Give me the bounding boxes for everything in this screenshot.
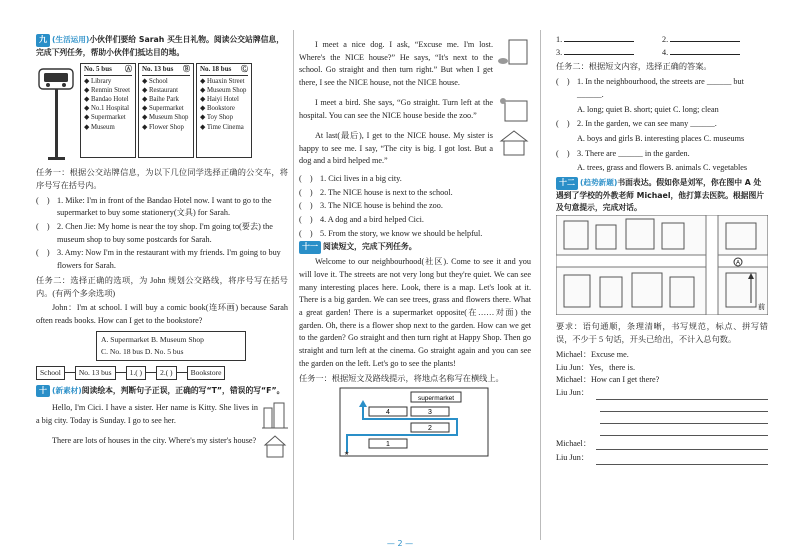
mc-options-1: A. long; quiet B. short; quiet C. long; clean xyxy=(577,104,719,114)
stop-item: ◆ Time Cinema xyxy=(200,123,244,131)
requirement-text: 要求：语句通顺，条理清晰，书写规范，标点、拼写错误，不少于 5 句话，开头已给出，不计入总句数。 xyxy=(556,322,768,345)
tf-item-3: ( ) 3. The NICE house is behind the zoo. xyxy=(299,200,531,213)
answer-blank-1[interactable]: 1. xyxy=(556,34,662,47)
answer-bracket[interactable]: ( ) xyxy=(556,119,570,129)
story-panel-2 xyxy=(36,433,288,459)
bus-18-sign xyxy=(196,63,252,158)
section-12-heading xyxy=(556,177,768,215)
task-1-instruction: 任务一：根据公交站牌信息，为以下几位同学选择正确的公交车，将序号写在括号内。 xyxy=(36,168,288,190)
answer-bracket[interactable]: ( ) xyxy=(36,195,50,205)
column-divider xyxy=(540,30,541,540)
stop-item: ◆ Supermarket xyxy=(84,114,126,122)
story-text: There are lots of houses in the city. Where's my sister's house? xyxy=(52,436,257,446)
story-text: Hello, I'm Cici. I have a sister. Her name is Kitty. She lives in a big city. Today is Sunday. I go to see her. xyxy=(36,403,258,426)
section-title: 阅读短文，完成下列任务。 xyxy=(323,242,417,252)
dialogue-line: Liu Jun： xyxy=(556,387,768,400)
story-panel-4 xyxy=(299,95,531,125)
right-column xyxy=(556,34,768,465)
section-title: 阅读绘本，判断句子正误，正确的写“T”，错误的写“F”。 xyxy=(81,385,285,395)
stop-item: ◆ Museum Shop xyxy=(142,114,189,122)
section-10-heading xyxy=(36,385,288,398)
task-1-instruction: 任务一：根据短文及路线提示，将地点名称写在横线上。 xyxy=(299,373,504,383)
answer-bracket[interactable]: ( ) xyxy=(299,201,313,211)
story-text: At last(最后), I get to the NICE house. My sister is happy to see me. I say, “The city is big. I got lost. But a dog and a bird helped me.” xyxy=(299,130,493,166)
answer-bracket[interactable]: ( ) xyxy=(299,187,313,197)
page-number: — 2 — xyxy=(386,539,414,548)
section-number: 十 xyxy=(36,385,50,398)
bus-route xyxy=(36,366,288,380)
mc-options-3: A. trees, grass and flowers B. animals C. vegetables xyxy=(577,163,748,173)
tf-item-1: ( ) 1. Cici lives in a big city. xyxy=(299,173,531,186)
stop-item: ◆ Huaxin Street xyxy=(200,77,245,85)
passage: Welcome to our neighbourhood(社区). Come to see it and you will love it. The streets are not very long but they're quiet. We can see many interesting places here. Look, there is a map. Let's look at it. There is a big garden. We can see trees, grass and flowers there. What a great garden! There is a supermarket opposite(在……对面) the garden. Oh, there is a flower shop next to the garden. How can we get to the garden? Go straight and then turn right at Happy Shop. Then go straight and turn left at the cinema. Go straight again and you can see the garden on the left. Let's go to see the plants! xyxy=(299,257,531,368)
options-box xyxy=(96,331,246,361)
city-illustration xyxy=(262,400,288,430)
answer-bracket[interactable]: ( ) xyxy=(556,148,570,158)
stop-item: ◆ Renmin Street xyxy=(84,86,131,94)
route-end: Bookstore xyxy=(187,366,226,380)
dialogue xyxy=(556,349,768,465)
stop-item: ◆ Bandao Hotel xyxy=(84,96,129,104)
map-supermarket: supermarket xyxy=(417,395,455,403)
point-a-label: A xyxy=(735,260,741,267)
stop-item: ◆ Museum Shop xyxy=(200,86,247,94)
sign-title: No. 13 bus xyxy=(142,65,174,74)
sign-mark: Ⓐ xyxy=(125,65,132,74)
section-number: 十一 xyxy=(299,241,321,254)
stop-item: ◆ Supermarket xyxy=(142,105,184,113)
route-start: School xyxy=(36,366,65,380)
route-map xyxy=(339,387,489,457)
house-illustration xyxy=(262,433,288,459)
stop-item: ◆ Haiyi Hotel xyxy=(200,96,239,104)
tf-item-2: ( ) 2. The NICE house is next to the school. xyxy=(299,187,531,200)
answer-bracket[interactable]: ( ) xyxy=(299,228,313,238)
stop-item: ◆ No.1 Hospital xyxy=(84,105,130,113)
question-1: ( ) 1. Mike: I'm in front of the Bandao Hotel now. I want to go to the supermarket to buy some stationery(文具) for Sarah. xyxy=(36,195,288,220)
bus-stop-icon xyxy=(36,63,78,161)
writing-line[interactable] xyxy=(600,424,768,436)
stop-item: ◆ Library xyxy=(84,77,112,85)
answer-bracket[interactable]: ( ) xyxy=(299,173,313,183)
section-tag: (新素材) xyxy=(52,385,82,395)
tf-item-5: ( ) 5. From the story, we know we should be helpful. xyxy=(299,228,531,241)
bird-building-illustration xyxy=(497,95,531,125)
dialogue-line: Michael： xyxy=(556,438,768,451)
column-divider xyxy=(293,30,294,540)
writing-line[interactable] xyxy=(600,412,768,424)
dialogue-line: Michael：How can I get there? xyxy=(556,375,660,385)
answer-blank-4[interactable]: 4. xyxy=(662,47,768,60)
section-tag: (趋势新题) xyxy=(580,178,618,188)
stop-item: ◆ Bookstore xyxy=(200,105,235,113)
answer-bracket[interactable]: ( ) xyxy=(36,248,50,258)
tf-item-4: ( ) 4. A dog and a bird helped Cici. xyxy=(299,214,531,227)
task-2-instruction: 任务二：根据短文内容，选择正确的答案。 xyxy=(556,62,712,72)
story-panel-5 xyxy=(299,128,531,170)
svg-text:★: ★ xyxy=(344,451,350,458)
answer-blank-3[interactable]: 3. xyxy=(556,47,662,60)
writing-line[interactable] xyxy=(600,400,768,412)
street-map-illustration xyxy=(556,215,768,315)
answer-bracket[interactable]: ( ) xyxy=(36,222,50,232)
route-answer-2[interactable]: 2.( ) xyxy=(156,366,177,380)
route-answer-1[interactable]: 1.( ) xyxy=(126,366,147,380)
map-label-4: 4 xyxy=(386,409,390,417)
nice-house-illustration xyxy=(497,128,531,158)
mc-question-1: ( ) 1. In the neighbourhood, the streets are ______ but ______. xyxy=(556,76,768,101)
mc-question-2: ( ) 2. In the garden, we can see many ______. xyxy=(556,118,768,131)
stop-item: ◆ Toy Shop xyxy=(200,114,233,122)
sign-mark: Ⓒ xyxy=(241,65,248,74)
bus-13-sign xyxy=(138,63,194,158)
section-number: 九 xyxy=(36,34,50,47)
section-9-heading xyxy=(36,34,288,59)
dialogue-line: Liu Jun：Yes，there is. xyxy=(556,362,635,372)
section-tag: (生活运用) xyxy=(52,35,90,44)
answer-bracket[interactable]: ( ) xyxy=(299,215,313,225)
task-2-instruction: 任务二：选择正确的选项，为 John 规划公交路线，将序号写在括号内。(有两个多余选项) xyxy=(36,275,288,298)
dialogue-line: Michael：Excuse me. xyxy=(556,349,629,359)
bus-stop-signs xyxy=(36,63,288,161)
question-2: ( ) 2. Chen Jie: My home is near the toy shop. I'm going to(要去) the museum shop to buy some postcards for Sarah. xyxy=(36,221,288,246)
map-label-3: 3 xyxy=(428,409,432,417)
map-label-2: 2 xyxy=(428,425,432,433)
question-3: ( ) 3. Amy: Now I'm in the restaurant with my friends. I'm going to buy flowers for Sarah. xyxy=(36,247,288,272)
story-text: I meet a bird. She says, “Go straight. Turn left at the hospital. You can see the NICE house beside the zoo.” xyxy=(299,97,493,120)
middle-column xyxy=(299,34,531,462)
sign-mark: Ⓑ xyxy=(183,65,190,74)
dialogue-line: Liu Jun： xyxy=(556,452,768,465)
option-line: A. Supermarket B. Museum Shop xyxy=(101,334,204,344)
dog-building-illustration xyxy=(497,37,531,67)
option-line: C. No. 18 bus D. No. 5 bus xyxy=(101,346,184,356)
sign-title: No. 18 bus xyxy=(200,65,232,74)
mc-options-2: A. boys and girls B. interesting places C. museums xyxy=(577,133,745,143)
section-11-heading xyxy=(299,241,531,254)
stop-item: ◆ Museum xyxy=(84,123,115,131)
stop-item: ◆ Baihe Park xyxy=(142,96,179,104)
section-title: 书面表达。假如你是刘军，你在图中 A 处遇到了学校的外教老师 Michael，他打算去医院。根据图片及句意提示，完成对话。 xyxy=(556,178,765,213)
answer-blank-2[interactable]: 2. xyxy=(662,34,768,47)
map-label-1: 1 xyxy=(386,441,390,449)
mc-question-3: ( ) 3. There are ______ in the garden. xyxy=(556,148,768,161)
stop-item: ◆ Flower Shop xyxy=(142,123,184,131)
story-panel-1 xyxy=(36,400,288,430)
answer-bracket[interactable]: ( ) xyxy=(556,77,570,87)
section-number: 十二 xyxy=(556,177,578,190)
story-text: I meet a nice dog. I ask, “Excuse me. I'm lost. Where's the NICE house?” He says, “It's next to the school. Go straight and then turn right.” But when I get there, I see the NICE house, not the NICE house. xyxy=(299,40,493,88)
stop-item: ◆ Restaurant xyxy=(142,86,179,94)
sign-title: No. 5 bus xyxy=(84,65,112,74)
section-title: 小伙伴们要给 Sarah 买生日礼物。阅读公交站牌信息，完成下列任务，帮助小伙伴们抵达目的地。 xyxy=(36,35,285,57)
front-label: 前 xyxy=(758,302,765,311)
john-text: John：I'm at school. I will buy a comic book(连环画) because Sarah often reads books. How can I get to the bookstore? xyxy=(36,303,288,325)
stop-item: ◆ School xyxy=(142,77,168,85)
route-bus: No. 13 bus xyxy=(75,366,116,380)
left-column xyxy=(36,34,288,462)
story-panel-3 xyxy=(299,37,531,92)
answer-blanks xyxy=(556,34,768,59)
bus-5-sign xyxy=(80,63,136,158)
